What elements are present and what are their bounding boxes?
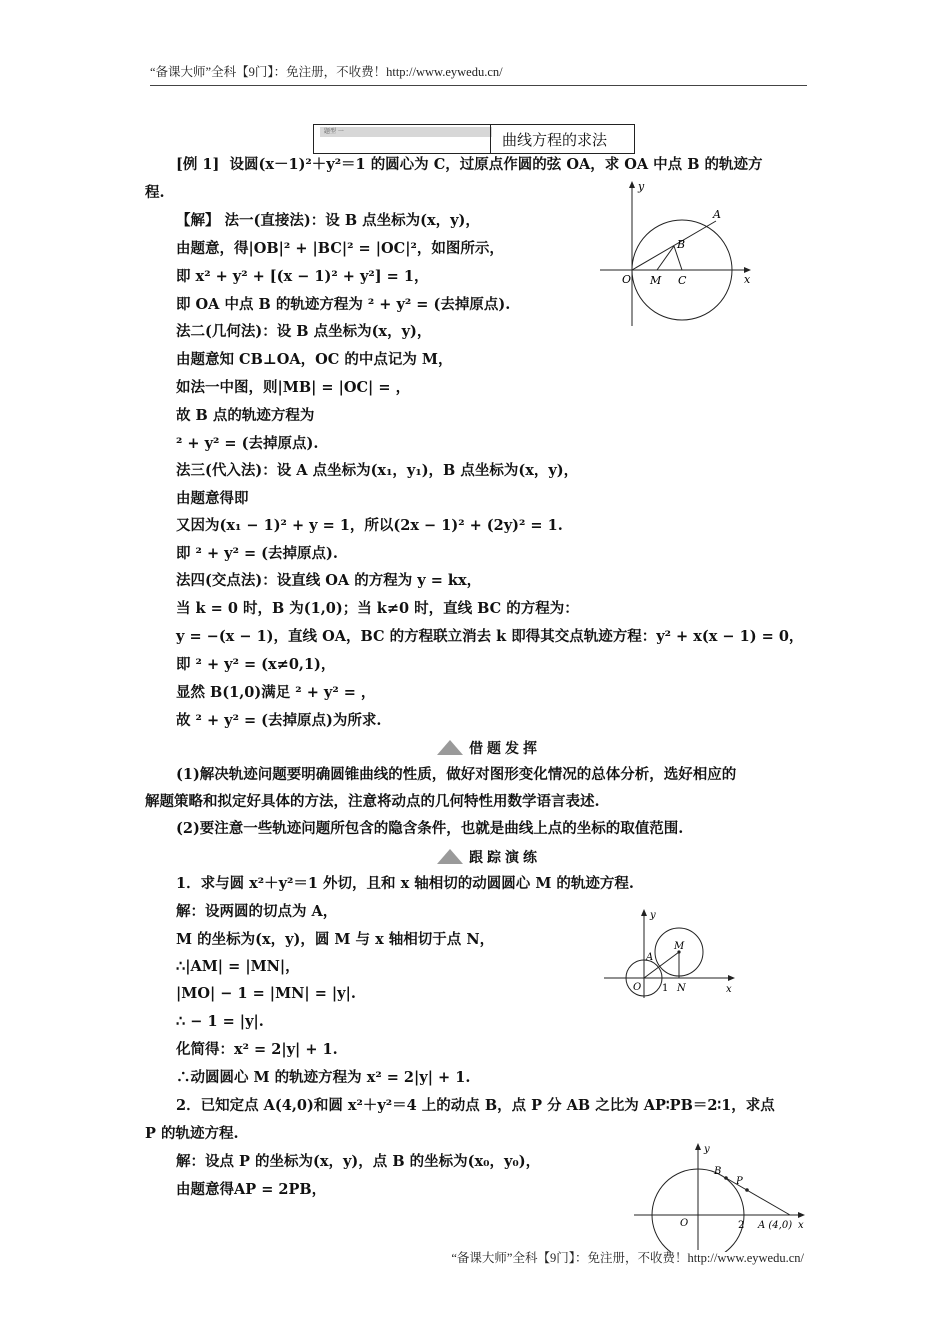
topic-box	[313, 124, 635, 154]
label-o: O	[633, 982, 642, 993]
triangle-icon	[437, 740, 463, 755]
label-b: B	[714, 1166, 722, 1177]
solution-line: 即 ² + y² = (去掉原点).	[176, 545, 338, 562]
section-title: 跟踪演练	[469, 850, 541, 866]
x-axis-arrow	[728, 975, 735, 981]
problem-1-line: 化简得：x² = 2|y| + 1.	[176, 1041, 338, 1058]
solution-line: 由题意，得|OB|² + |BC|² = |OC|²，如图所示，	[176, 240, 504, 257]
page-footer: “备课大师”全科【9门】：免注册，不收费！http://www.eywedu.cn/	[451, 1251, 804, 1265]
example-line-2: 程.	[145, 184, 165, 201]
label-n: N	[677, 983, 686, 994]
solution-line: 法二(几何法)：设 B 点坐标为(x，y)，	[176, 323, 432, 340]
section-heading-1	[437, 738, 541, 758]
label-a: A	[646, 952, 654, 963]
label-m: M	[674, 941, 685, 952]
label-b: B	[677, 238, 686, 251]
problem-1-line: |MO| − 1 = |MN| = |y|.	[176, 985, 356, 1002]
problem-2-question-cont: P 的轨迹方程.	[145, 1125, 239, 1142]
solution-line: 如法一中图，则|MB| = |OC| = ，	[176, 379, 411, 396]
x-axis-arrow	[798, 1212, 805, 1218]
page-header: “备课大师”全科【9门】：免注册，不收费！http://www.eywedu.cn/	[150, 65, 503, 79]
problem-1-line: M 的坐标为(x，y)，圆 M 与 x 轴相切于点 N，	[176, 931, 495, 948]
topic-title: 曲线方程的求法	[502, 131, 608, 149]
solution-line: 【解】 法一(直接法)：设 B 点坐标为(x，y)，	[176, 212, 480, 229]
solution-line: 当 k = 0 时，B 为(1,0)；当 k≠0 时，直线 BC 的方程为：	[176, 600, 579, 617]
y-axis-arrow	[641, 909, 647, 916]
example-text: 设圆(x－1)²＋y²＝1 的圆心为 C，过原点作圆的弦 OA，求 OA 中点 B 的轨迹方	[229, 156, 763, 173]
label-a: A	[713, 208, 721, 221]
label-o: O	[680, 1218, 689, 1229]
y-axis-arrow	[695, 1143, 701, 1150]
label-2: 2	[738, 1220, 745, 1231]
point-p	[745, 1188, 749, 1192]
solution-line: 又因为(x₁ − 1)² + y = 1，所以(2x − 1)² + (2y)² = 1.	[176, 517, 563, 534]
header-rule	[150, 85, 807, 86]
solution-line: 显然 B(1,0)满足 ² + y² = ，	[176, 684, 376, 701]
figure-circle-chord	[598, 178, 758, 328]
problem-1-line: 解：设两圆的切点为 A，	[176, 903, 338, 920]
solution-line: 故 ² + y² = (去掉原点)为所求.	[176, 712, 382, 729]
solution-line: 即 OA 中点 B 的轨迹方程为 ² + y² = (去掉原点).	[176, 296, 511, 313]
solution-line: 由题意得即	[176, 490, 249, 507]
label-x: x	[726, 984, 732, 995]
label-x: x	[744, 273, 751, 286]
tip-line: (1)解决轨迹问题要明确圆锥曲线的性质，做好对图形变化情况的总体分析，选好相应的	[176, 766, 737, 783]
problem-2-line: 由题意得AP = 2PB，	[176, 1181, 327, 1198]
topic-divider	[490, 125, 491, 153]
problem-2-line: 解：设点 P 的坐标为(x，y)，点 B 的坐标为(x₀，y₀)，	[176, 1153, 541, 1170]
figure-ratio-point	[630, 1140, 810, 1252]
label-y: y	[704, 1144, 710, 1155]
problem-1-question: 1．求与圆 x²＋y²＝1 外切，且和 x 轴相切的动圆圆心 M 的轨迹方程.	[176, 875, 634, 892]
solution-line: ² + y² = (去掉原点).	[176, 435, 319, 452]
y-axis-arrow	[629, 181, 635, 188]
label-c: C	[678, 274, 687, 287]
label-x: x	[798, 1220, 804, 1231]
triangle-icon	[437, 849, 463, 864]
problem-1-line: ∴ − 1 = |y|.	[176, 1013, 264, 1030]
solution-line: 即 x² + y² + [(x − 1)² + y²] = 1，	[176, 268, 429, 285]
solution-line: 法四(交点法)：设直线 OA 的方程为 y = kx，	[176, 572, 482, 589]
solution-line: y = −(x − 1)，直线 OA，BC 的方程联立消去 k 即得其交点轨迹方程：y² + x(x − 1) = 0，	[176, 628, 804, 645]
topic-tag: 题型 一	[320, 127, 492, 137]
label-1: 1	[662, 983, 669, 994]
section-heading-2	[437, 847, 541, 867]
tip-line: (2)要注意一些轨迹问题所包含的隐含条件，也就是曲线上点的坐标的取值范围.	[176, 820, 684, 837]
problem-2-question: 2．已知定点 A(4,0)和圆 x²＋y²＝4 上的动点 B，点 P 分 AB 之比为 AP∶PB＝2∶1，求点	[176, 1097, 775, 1114]
label-o: O	[622, 273, 632, 286]
label-a: A (4,0)	[758, 1220, 793, 1231]
label-p: P	[736, 1176, 743, 1187]
solution-line: 即 ² + y² = (x≠0,1)，	[176, 656, 336, 673]
point-b	[724, 1176, 728, 1180]
example-line-1	[176, 156, 763, 174]
solution-line: 故 B 点的轨迹方程为	[176, 407, 315, 424]
solution-line: 法三(代入法)：设 A 点坐标为(x₁，y₁)，B 点坐标为(x，y)，	[176, 462, 579, 479]
label-y: y	[650, 910, 656, 921]
segment-mb	[657, 246, 674, 270]
example-label: [例 1]	[176, 156, 220, 173]
tip-line: 解题策略和拟定好具体的方法，注意将动点的几何特性用数学语言表述.	[145, 793, 600, 810]
section-title: 借题发挥	[469, 741, 541, 757]
chord-oa	[632, 221, 716, 270]
figure-tangent-circles	[600, 906, 740, 1001]
problem-1-line: ∴动圆圆心 M 的轨迹方程为 x² = 2|y| + 1.	[176, 1069, 471, 1086]
problem-1-line: ∴|AM| = |MN|，	[176, 958, 300, 975]
label-m: M	[650, 274, 662, 287]
label-y: y	[638, 180, 645, 193]
solution-line: 由题意知 CB⊥OA，OC 的中点记为 M，	[176, 351, 453, 368]
